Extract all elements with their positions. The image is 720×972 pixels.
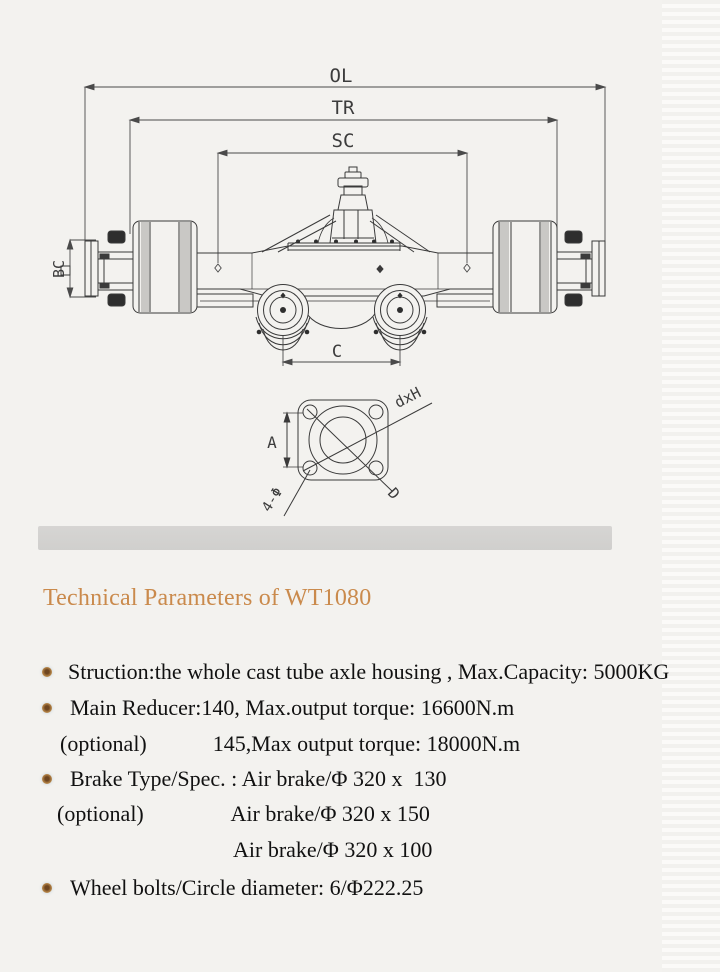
hub-flange-detail [283, 400, 432, 516]
dim-label-tr: TR [331, 97, 355, 119]
axle-front-view [61, 167, 605, 350]
bullet-icon [42, 703, 52, 713]
bullet-icon [42, 667, 52, 677]
section-title: Technical Parameters of WT1080 [43, 585, 372, 611]
spec-line-main-reducer: Main Reducer:140, Max.output torque: 16600N.m [70, 695, 515, 720]
dim-label-ol: OL [329, 65, 353, 87]
flange-label-dxh: dxH [391, 383, 424, 412]
spec-line-brake-optional-2: Air brake/Φ 320 x 100 [233, 837, 433, 862]
divider-bar [38, 526, 612, 550]
bullet-icon [42, 883, 52, 893]
flange-label-bolt-count: 4-Φ [259, 484, 287, 515]
dim-label-sc: SC [331, 130, 355, 152]
spec-line-wheel-bolts: Wheel bolts/Circle diameter: 6/Φ222.25 [70, 875, 424, 900]
bullet-icon [42, 774, 52, 784]
flange-label-d: D [384, 484, 404, 504]
spec-line-struction: Struction:the whole cast tube axle housing , Max.Capacity: 5000KG [68, 659, 670, 684]
dim-label-c: C [331, 342, 343, 362]
spec-line-brake-type: Brake Type/Spec. : Air brake/Φ 320 x 130 [70, 766, 447, 791]
spec-line-reducer-optional: (optional) 145,Max output torque: 18000N.m [60, 731, 521, 756]
flange-label-a: A [267, 433, 277, 452]
spec-line-brake-optional-1: (optional) Air brake/Φ 320 x 150 [57, 801, 430, 826]
dim-label-bc: BC [50, 259, 68, 279]
